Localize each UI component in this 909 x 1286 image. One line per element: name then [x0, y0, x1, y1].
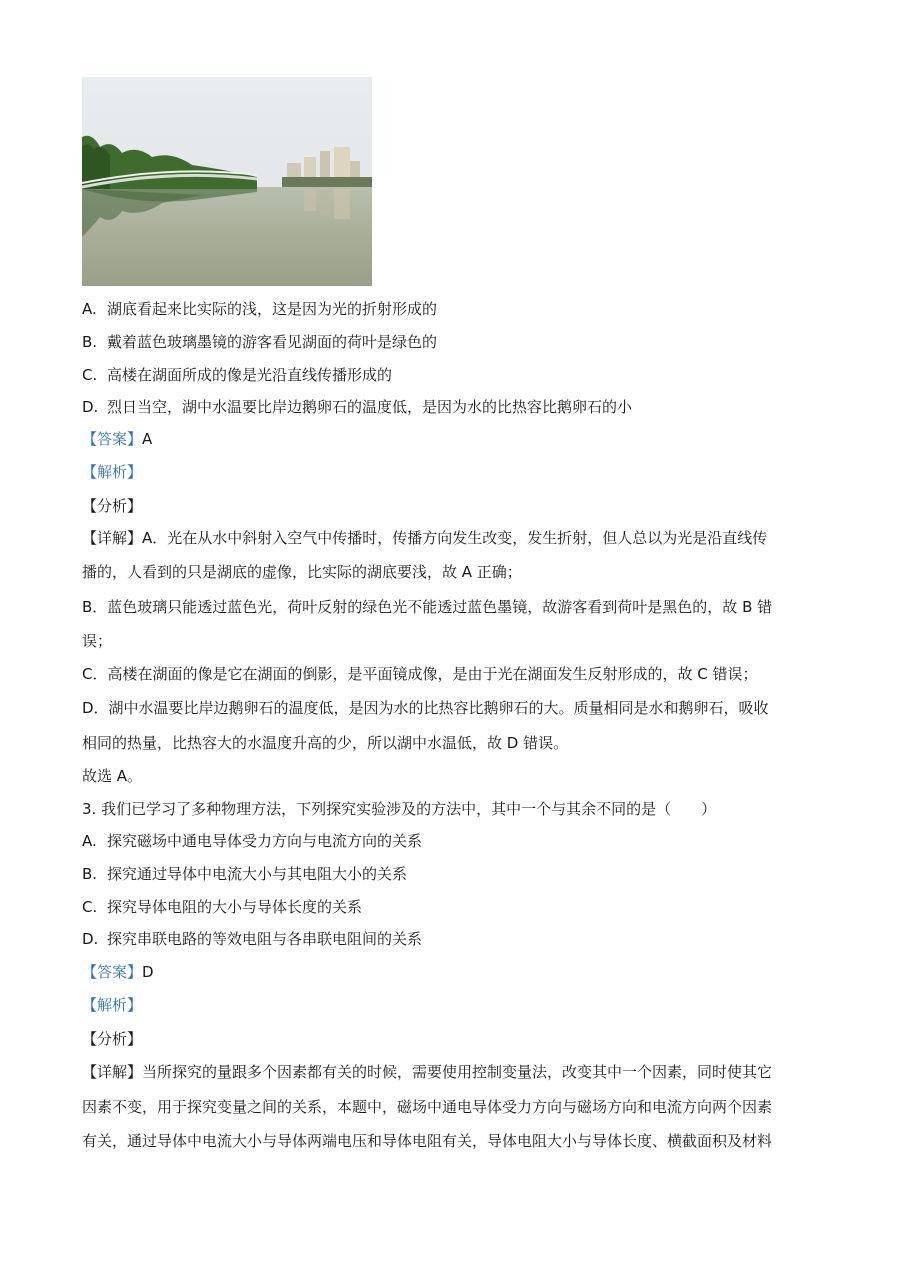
q3-option-b [82, 864, 407, 884]
q3-answer [82, 962, 154, 982]
q2-detail-line-2: 播的，人看到的只是湖底的虚像，比实际的湖底要浅，故 A 正确； [82, 563, 522, 581]
q3-option-c-letter: C. [82, 898, 98, 916]
q2-option-a [82, 299, 437, 319]
q3-option-c-text: 探究导体电阻的大小与导体长度的关系 [107, 898, 363, 916]
q3-detail-line-1: 【详解】当所探究的量跟多个因素都有关的时候，需要使用控制变量法，改变其中一个因素，同时使其它 [82, 1063, 773, 1081]
q2-answer [82, 429, 152, 449]
q2-detail-line-7: 相同的热量，比热容大的水温度升高的少，所以湖中水温低，故 D 错误。 [82, 734, 569, 752]
q3-answer-value: D [142, 963, 154, 981]
q2-detail-line-5: C．高楼在湖面的像是它在湖面的倒影，是平面镜成像，是由于光在湖面发生反射形成的，故 C 错误； [82, 665, 758, 683]
q2-option-c-letter: C. [82, 366, 98, 384]
q2-option-d [82, 397, 632, 417]
q2-detail-line-3: B．蓝色玻璃只能透过蓝色光，荷叶反射的绿色光不能透过蓝色墨镜，故游客看到荷叶是黑色的，故 B 错 [82, 598, 773, 616]
q2-option-b [82, 332, 437, 352]
q3-answer-tag: 【答案】 [82, 963, 143, 981]
q2-option-d-text: 烈日当空，湖中水温要比岸边鹅卵石的温度低，是因为水的比热容比鹅卵石的小 [107, 398, 633, 416]
q3-option-d-text: 探究串联电路的等效电阻与各串联电阻间的关系 [107, 930, 423, 948]
q3-option-a-letter: A. [82, 832, 97, 850]
lake-photo [82, 77, 372, 286]
q2-conclusion: 故选 A。 [82, 767, 143, 785]
q2-option-a-letter: A. [82, 300, 97, 318]
q3-detail-line-3: 有关，通过导体中电流大小与导体两端电压和导体电阻有关，导体电阻大小与导体长度、横截面积及材料 [82, 1132, 773, 1150]
q3-option-b-text: 探究通过导体中电流大小与其电阻大小的关系 [107, 865, 408, 883]
q2-answer-value: A [142, 430, 153, 448]
q2-option-b-letter: B. [82, 333, 98, 351]
q2-detail-line-1: 【详解】A．光在从水中斜射入空气中传播时，传播方向发生改变，发生折射，但人总以为光是沿直线传 [82, 529, 768, 547]
q3-fenxi-tag: 【分析】 [82, 1030, 143, 1048]
q3-option-d [82, 929, 422, 949]
q3-stem: 3. 我们已学习了多种物理方法，下列探究实验涉及的方法中，其中一个与其余不同的是（ ） [82, 800, 717, 818]
q3-detail-line-2: 因素不变，用于探究变量之间的关系，本题中，磁场中通电导体受力方向与磁场方向和电流方向两个因素 [82, 1098, 773, 1116]
q3-option-c [82, 897, 362, 917]
q2-fenxi-tag: 【分析】 [82, 497, 143, 515]
q2-option-c [82, 365, 392, 385]
q2-detail-line-4: 误； [82, 632, 113, 650]
q2-answer-tag: 【答案】 [82, 430, 143, 448]
q3-analysis-tag: 【解析】 [82, 996, 143, 1014]
q2-analysis-tag: 【解析】 [82, 463, 143, 481]
q3-option-b-letter: B. [82, 865, 98, 883]
q2-option-b-text: 戴着蓝色玻璃墨镜的游客看见湖面的荷叶是绿色的 [107, 333, 438, 351]
q2-detail-line-6: D．湖中水温要比岸边鹅卵石的温度低，是因为水的比热容比鹅卵石的大。质量相同是水和鹅卵石，吸收 [82, 699, 769, 717]
q2-option-d-letter: D. [82, 398, 99, 416]
q2-option-a-text: 湖底看起来比实际的浅，这是因为光的折射形成的 [107, 300, 438, 318]
lake-with-bridge-and-buildings-photo [82, 77, 372, 286]
q3-option-a [82, 831, 422, 851]
q2-option-c-text: 高楼在湖面所成的像是光沿直线传播形成的 [107, 366, 393, 384]
q3-option-d-letter: D. [82, 930, 99, 948]
q3-option-a-text: 探究磁场中通电导体受力方向与电流方向的关系 [107, 832, 423, 850]
